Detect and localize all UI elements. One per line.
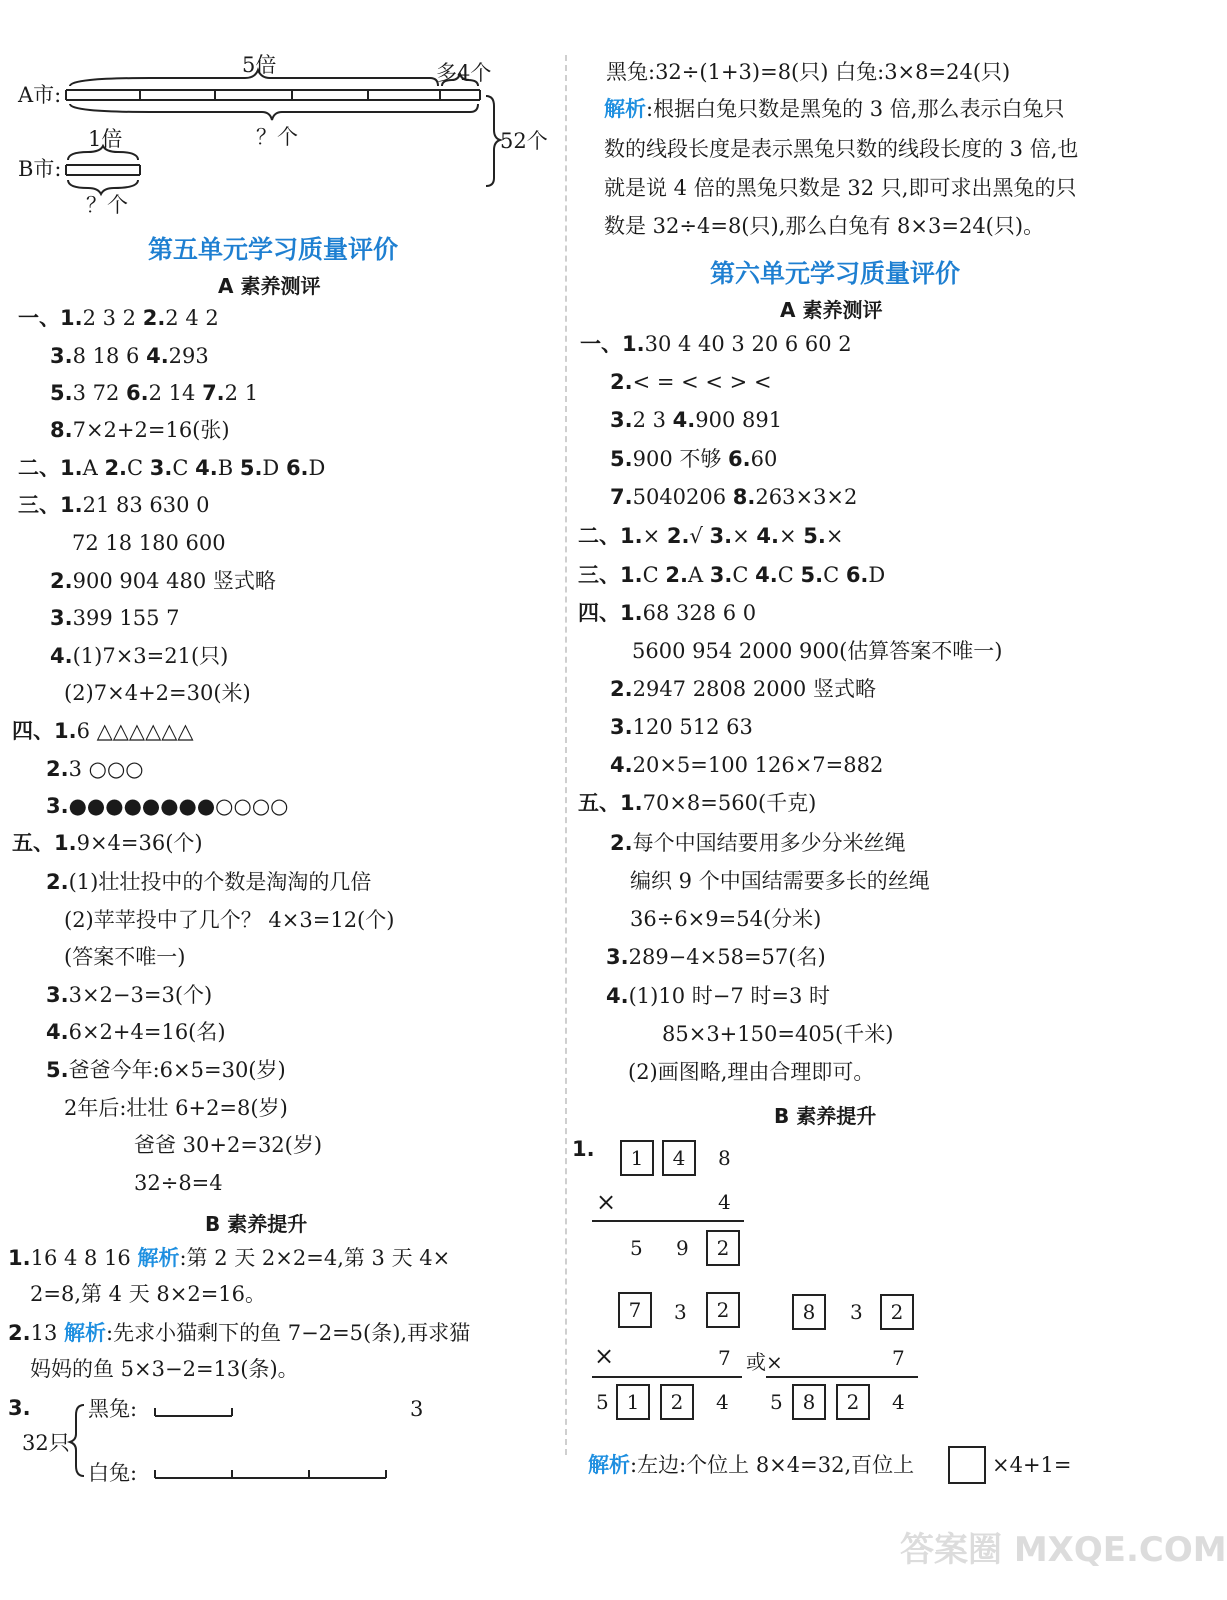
digit: 7	[718, 1346, 731, 1370]
answer-line	[610, 446, 777, 472]
answer-text: 7×2+2=16(张)	[72, 418, 230, 442]
digit-box: 2	[706, 1230, 740, 1266]
question-number: 3.	[610, 715, 633, 739]
question-number: 2.	[142, 306, 166, 330]
watermark: 答案圈 MXQE.COM	[900, 1530, 1227, 1570]
answer-line	[578, 790, 816, 816]
answer-text: A	[82, 456, 105, 480]
answer-line	[610, 369, 772, 395]
question-number: 2.	[610, 677, 633, 701]
answer-line	[610, 484, 857, 510]
question-number: 7.	[202, 381, 225, 405]
question-number: 一、1.	[580, 332, 645, 356]
question-number: 3.	[610, 408, 633, 432]
question-number: 2.	[50, 569, 73, 593]
digit: 4	[716, 1390, 729, 1414]
question-number: 3.	[149, 456, 173, 480]
answer-text: A	[687, 563, 710, 587]
unit5-b-q2-cont: 妈妈的鱼 5×3−2=13(条)。	[30, 1357, 299, 1381]
analysis-line-1	[604, 96, 1064, 122]
question-b-label: ？个	[86, 193, 128, 217]
digit-box: 2	[706, 1292, 740, 1328]
answer-text: 21 83 630 0	[82, 493, 210, 517]
answer-text: 263×3×2	[755, 485, 858, 509]
answer-text: 2 1	[224, 381, 259, 405]
unit6-section-a: A 素养测评	[780, 298, 883, 322]
answer-line	[630, 906, 821, 932]
rule-line	[592, 1376, 742, 1378]
question-number: 4.	[195, 456, 218, 480]
digit: 5	[596, 1390, 609, 1414]
answer-text: 2年后:壮壮 6+2=8(岁)	[64, 1096, 288, 1120]
question-number: 2.	[46, 757, 69, 781]
answer-text: 爸爸今年:6×5=30(岁)	[68, 1058, 286, 1082]
digit: 7	[892, 1346, 905, 1370]
answer-text: 编织 9 个中国结需要多长的丝绳	[630, 869, 930, 893]
answer-text: (1)10 时−7 时=3 时	[628, 984, 831, 1008]
unit5-b-q1-cont: 2=8,第 4 天 8×2=16。	[30, 1282, 267, 1306]
answer-text: D	[868, 563, 886, 587]
question-number: 6.	[728, 447, 751, 471]
answer-text: C	[777, 563, 801, 587]
answer-text: ×	[732, 524, 757, 548]
analysis-label: 解析	[137, 1245, 180, 1270]
digit: 4	[718, 1190, 731, 1214]
question-number: 4.	[756, 524, 779, 548]
question-number: 4.	[50, 644, 73, 668]
answer-line	[606, 944, 826, 970]
question-number: 4.	[606, 984, 629, 1008]
q-answer: 13	[30, 1321, 64, 1345]
digit-box: 8	[792, 1294, 826, 1330]
answer-line	[630, 868, 930, 894]
question-number: 4.	[146, 344, 169, 368]
answer-text: 85×3+150=405(千米)	[662, 1022, 894, 1046]
question-number: 4.	[46, 1020, 69, 1044]
unit6-b-analysis	[588, 1452, 914, 1478]
digit: 9	[676, 1236, 689, 1260]
digit-box: 4	[662, 1140, 696, 1176]
analysis-line-4: 数是 32÷4=8(只),那么白兔有 8×3=24(只)。	[604, 214, 1045, 238]
digit: 4	[892, 1390, 905, 1414]
answer-text: ×	[779, 524, 804, 548]
answer-line	[632, 638, 1002, 664]
question-number: 二、1.	[578, 524, 643, 548]
digit-box: 1	[616, 1384, 650, 1420]
answer-text: 5600 954 2000 900(估算答案不唯一)	[632, 639, 1003, 663]
a-city-label: A市:	[18, 83, 62, 107]
answer-text: C	[642, 563, 666, 587]
question-number: 4.	[755, 563, 778, 587]
q-label: 2.	[8, 1321, 31, 1345]
answer-text: B	[217, 456, 240, 480]
digit-box: 1	[620, 1140, 654, 1176]
rabbit-answer-line: 黑兔:32÷(1+3)=8(只) 白兔:3×8=24(只)	[606, 60, 1011, 84]
question-number: 2.	[46, 870, 69, 894]
question-a-label: ？个	[256, 125, 298, 149]
question-number: 5.	[239, 456, 263, 480]
or-times-label: 或×	[746, 1350, 783, 1374]
unit5-b-q3-label: 3.	[8, 1396, 31, 1420]
digit-box: 8	[792, 1384, 826, 1420]
answer-text: 3×2−3=3(个)	[68, 983, 213, 1007]
question-number: 5.	[803, 524, 826, 548]
answer-text: √	[689, 524, 710, 548]
q-answer: 16 4 8 16	[30, 1246, 138, 1270]
question-number: 7.	[610, 485, 633, 509]
answer-text: 2947 2808 2000 竖式略	[632, 677, 876, 701]
answer-text: D	[308, 456, 326, 480]
digit-box: 2	[836, 1384, 870, 1420]
black-rabbit-label: 黑兔:	[88, 1397, 138, 1421]
analysis-label: 解析	[604, 96, 646, 121]
answer-text: 每个中国结要用多少分米丝绳	[632, 831, 906, 855]
question-number: 五、1.	[578, 791, 643, 815]
answer-line	[628, 1059, 874, 1085]
question-number: 8.	[50, 418, 73, 442]
answer-text: 120 512 63	[632, 715, 753, 739]
answer-text: 9×4=36(个)	[76, 831, 203, 855]
answer-line	[610, 714, 753, 740]
question-number: 二、1.	[18, 456, 83, 480]
answer-text: ×	[642, 524, 667, 548]
answer-line	[610, 407, 782, 433]
analysis-label: 解析	[64, 1320, 106, 1345]
answer-text: C	[127, 456, 150, 480]
answer-text: 爸爸 30+2=32(岁)	[134, 1133, 323, 1157]
question-number: 3.	[46, 983, 69, 1007]
rabbit-segment-diagram	[0, 0, 560, 1500]
unit5-section-b: B 素养提升	[205, 1212, 308, 1236]
question-number: 3.	[50, 344, 73, 368]
question-number: 4.	[610, 753, 633, 777]
times-sign: ×	[594, 1342, 615, 1370]
question-number: 5.	[46, 1058, 69, 1082]
question-number: 三、1.	[578, 563, 643, 587]
unit5-title: 第五单元学习质量评价	[148, 235, 399, 264]
question-number: 5.	[610, 447, 633, 471]
answer-text: 3 72	[72, 381, 127, 405]
answer-text: 8 18 6	[72, 344, 147, 368]
more-four-label: 多4个	[436, 61, 492, 85]
unit6-title: 第六单元学习质量评价	[710, 259, 961, 288]
analysis-line-2: 数的线段长度是表示黑兔只数的线段长度的 3 倍,也	[604, 137, 1079, 161]
answer-text: (2)画图略,理由合理即可。	[628, 1060, 875, 1084]
digit: 5	[770, 1390, 783, 1414]
question-number: 4.	[672, 408, 696, 432]
answer-text: 900 891	[695, 408, 783, 432]
answer-line	[610, 752, 883, 778]
answer-text: 3 ○○○	[68, 757, 144, 781]
answer-text: 2 3	[632, 408, 673, 432]
digit-box: 2	[880, 1294, 914, 1330]
digit: 3	[674, 1300, 687, 1324]
question-number: 3.	[50, 606, 73, 630]
answer-text: 2 3 2	[82, 306, 143, 330]
answer-text: (1)7×3=21(只)	[72, 644, 229, 668]
question-number: 3.	[606, 945, 629, 969]
question-number: 三、1.	[18, 493, 83, 517]
question-number: 6.	[845, 563, 869, 587]
unit6-section-b: B 素养提升	[774, 1104, 877, 1128]
answer-text: 6×2+4=16(名)	[68, 1020, 226, 1044]
question-number: 2.	[666, 524, 690, 548]
digit: 8	[718, 1146, 731, 1170]
analysis-text: :先求小猫剩下的鱼 7−2=5(条),再求猫	[106, 1321, 471, 1345]
question-number: 3.	[709, 524, 733, 548]
answer-line	[578, 562, 885, 588]
b-city-label: B市:	[18, 157, 62, 181]
rule-line	[766, 1376, 918, 1378]
one-time-label: 1倍	[88, 127, 123, 151]
answer-text: 399 155 7	[72, 606, 180, 630]
question-number: 5.	[50, 381, 73, 405]
answer-text: 60	[750, 447, 778, 471]
unit5-section-a: A 素养测评	[218, 274, 321, 298]
answer-text: 2 14	[148, 381, 203, 405]
column-divider	[565, 55, 567, 1455]
answer-text: C	[732, 563, 756, 587]
digit: 5	[630, 1236, 643, 1260]
question-number: 五、1.	[12, 831, 77, 855]
answer-text: 68 328 6 0	[642, 601, 757, 625]
answer-text: 2 4 2	[165, 306, 219, 330]
analysis-text: :根据白兔只数是黑兔的 3 倍,那么表示白兔只	[646, 97, 1065, 121]
question-number: 2.	[610, 370, 633, 394]
answer-line	[662, 1021, 893, 1047]
answer-text: ●●●●●●●●○○○○	[68, 794, 289, 818]
question-number: 2.	[610, 831, 633, 855]
question-number: 3.	[46, 794, 69, 818]
total-rabbits-label: 32只	[22, 1431, 70, 1455]
total-label: 52个	[500, 129, 548, 153]
answer-text: C	[172, 456, 196, 480]
unit6-b-q1-label: 1.	[572, 1137, 595, 1161]
digit-box: 2	[660, 1384, 694, 1420]
answer-text: C	[823, 563, 846, 587]
unit6-b-analysis-end: ×4+1=	[992, 1453, 1072, 1477]
answer-text: 36÷6×9=54(分米)	[630, 907, 822, 931]
analysis-text: :第 2 天 2×2=4,第 3 天 4×	[179, 1246, 451, 1270]
answer-text: 72 18 180 600	[72, 531, 226, 555]
answer-text: 900 904 480 竖式略	[72, 569, 276, 593]
answer-text: 5040206	[632, 485, 733, 509]
rule-line	[592, 1220, 744, 1222]
white-rabbit-label: 白兔:	[88, 1461, 138, 1485]
answer-line	[580, 331, 852, 357]
rabbit-multiplier-label: 3	[410, 1397, 424, 1421]
question-number: 四、1.	[578, 601, 643, 625]
question-number: 6.	[126, 381, 149, 405]
times-sign: ×	[596, 1188, 617, 1216]
question-number: 四、1.	[12, 719, 77, 743]
analysis-line-3: 就是说 4 倍的黑兔只数是 32 只,即可求出黑兔的只	[604, 176, 1077, 200]
answer-text: 32÷8=4	[134, 1171, 223, 1195]
answer-text: (2)7×4+2=30(米)	[64, 681, 251, 705]
answer-text: < = < < > <	[632, 370, 772, 394]
answer-line	[578, 600, 756, 626]
analysis-label: 解析	[588, 1452, 630, 1477]
question-number: 8.	[732, 485, 756, 509]
answer-text: (2)苹苹投中了几个？ 4×3=12(个)	[64, 908, 395, 932]
answer-line	[610, 676, 876, 702]
answer-text: (答案不唯一)	[64, 945, 186, 969]
answer-text: ×	[825, 524, 844, 548]
question-number: 一、1.	[18, 306, 83, 330]
five-times-label: 5倍	[242, 53, 277, 77]
blank-box	[948, 1446, 986, 1484]
answer-line	[606, 983, 830, 1009]
answer-text: 6 △△△△△△	[76, 719, 194, 743]
question-number: 6.	[285, 456, 309, 480]
question-number: 3.	[709, 563, 733, 587]
answer-text: 20×5=100 126×7=882	[632, 753, 884, 777]
question-number: 5.	[800, 563, 824, 587]
digit: 3	[850, 1300, 863, 1324]
answer-text: D	[262, 456, 286, 480]
answer-text: 900 不够	[632, 447, 729, 471]
q-label: 1.	[8, 1246, 31, 1270]
answer-text: 293	[168, 344, 209, 368]
question-number: 2.	[104, 456, 128, 480]
answer-line	[578, 523, 843, 549]
digit-box: 7	[618, 1292, 652, 1328]
answer-text: 70×8=560(千克)	[642, 791, 817, 815]
analysis-text: :左边:个位上 8×4=32,百位上	[630, 1453, 915, 1477]
answer-text: (1)壮壮投中的个数是淘淘的几倍	[68, 870, 372, 894]
answer-text: 30 4 40 3 20 6 60 2	[644, 332, 852, 356]
question-number: 2.	[665, 563, 688, 587]
answer-text: 289−4×58=57(名)	[628, 945, 826, 969]
answer-line	[610, 830, 906, 856]
